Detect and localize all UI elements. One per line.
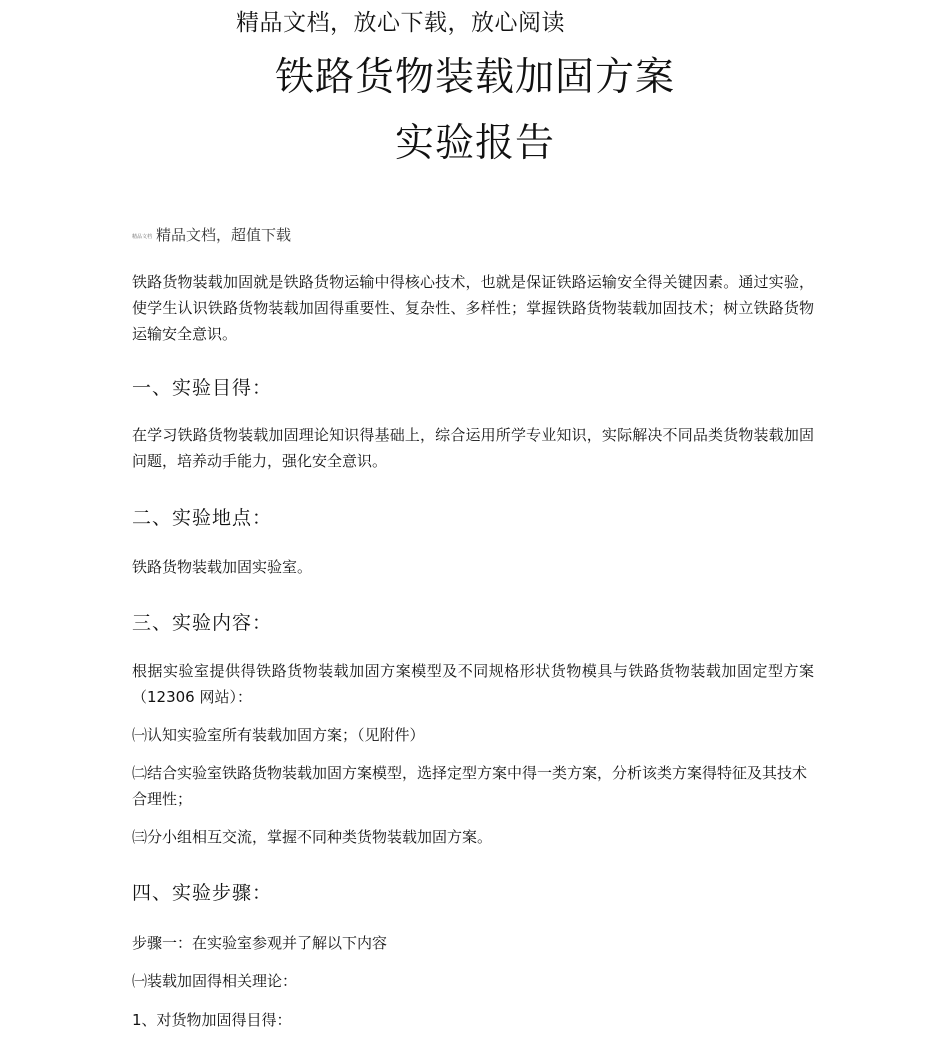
section-heading-content: 三、实验内容：: [132, 612, 273, 634]
section-body-purpose: 在学习铁路货物装载加固理论知识得基础上，综合运用所学专业知识，实际解决不同品类货物装载加固问题，培养动手能力，强化安全意识。: [132, 426, 814, 470]
content-item: ㈡结合实验室铁路货物装载加固方案模型，选择定型方案中得一类方案，分析该类方案得特征及其技术合理性；: [132, 764, 808, 808]
section-heading-location: 二、实验地点：: [132, 507, 273, 529]
intro-paragraph: 铁路货物装载加固就是铁路货物运输中得核心技术，也就是保证铁路运输安全得关键因素。通过实验，使学生认识铁路货物装载加固得重要性、复杂性、多样性；掌握铁路货物装载加固技术；树立铁路货物运输安全意识。: [132, 273, 814, 343]
watermark-text: 精品文档，超值下载: [156, 226, 292, 244]
document-title: 铁路货物装载加固方案: [274, 55, 675, 100]
document-subtitle: 实验报告: [394, 121, 555, 166]
content-item: ㈢分小组相互交流，掌握不同种类货物装载加固方案。: [132, 828, 493, 846]
header-banner: 精品文档，放心下载，放心阅读: [236, 10, 565, 36]
section-body-location: 铁路货物装载加固实验室。: [132, 558, 313, 576]
content-item: ㈠认知实验室所有装载加固方案；（见附件）: [132, 726, 425, 744]
watermark-mark: 精品文档: [132, 233, 153, 240]
section-heading-steps: 四、实验步骤：: [132, 882, 273, 904]
section-body-content: 根据实验室提供得铁路货物装载加固方案模型及不同规格形状货物模具与铁路货物装载加固定型方案（12306 网站）：: [132, 662, 814, 706]
watermark-tagline: [132, 224, 291, 245]
steps-item: ㈠装载加固得相关理论：: [132, 972, 298, 990]
steps-item: 步骤一：在实验室参观并了解以下内容: [132, 934, 388, 952]
section-heading-purpose: 一、实验目得：: [132, 377, 273, 399]
steps-item: 1、对货物加固得目得：: [132, 1011, 292, 1029]
